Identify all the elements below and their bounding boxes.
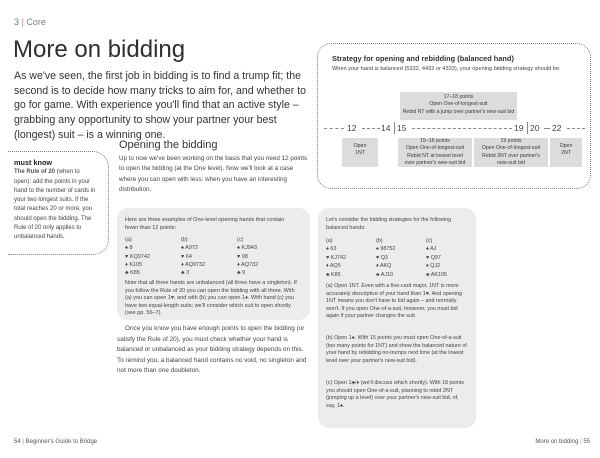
hand-label: (a) xyxy=(125,237,132,243)
hand-label: (b) xyxy=(181,237,188,243)
scale-label-22: 22 xyxy=(552,123,562,133)
must-know-heading: must know xyxy=(14,158,53,167)
cell-line: Open One-of-longest-suit xyxy=(481,145,541,152)
cell-line: 15–16 points xyxy=(420,138,450,144)
cell-line: over partner's new-suit bid xyxy=(404,160,466,167)
hand-line: ♠ 63 xyxy=(326,246,337,253)
separator: | xyxy=(21,17,24,27)
cell-open-1nt xyxy=(342,138,378,167)
scale-label-19: 19 xyxy=(514,123,524,133)
hand-line: ♠ A972 xyxy=(181,245,198,252)
hand-label: (a) xyxy=(326,238,333,244)
page-title: More on bidding xyxy=(13,36,186,63)
must-know-text: (when to open): add the points in your hand to the number of cards in your two longest suits. If the total reaches 20 or more, you should open the bidding. The Rule of 20 only applies to unbalanced hands. xyxy=(14,169,96,241)
scale-label-15: 15 xyxy=(397,123,407,133)
balanced-hands xyxy=(326,237,472,279)
hand-line: ♥ KQ9742 xyxy=(125,253,150,260)
scale-line xyxy=(362,128,380,129)
opening-body: Up to now we've been working on the basis that you need 12 points to open the bidding (at the One level). Now we'll look at a case where you can open with less: when you have an interesting distribution. xyxy=(119,155,308,193)
hand-line: ♥ Q97 xyxy=(426,254,441,261)
cell-line: 2NT xyxy=(561,150,571,157)
hand-label: (c) xyxy=(426,238,433,244)
separator: | xyxy=(22,439,24,445)
hand-line: ♠ 8 xyxy=(125,245,133,252)
cell-line: Rebid 3NT over partner's xyxy=(482,152,540,159)
cell-line: Rebid NT at lowest level xyxy=(407,152,463,159)
hand-line: ♣ AJ10 xyxy=(376,271,394,278)
hand-c xyxy=(426,237,472,279)
hand-line: ♠ KJ943 xyxy=(237,245,258,252)
scale-label-20: 20 xyxy=(530,123,540,133)
cell-line: Open One-of-longest-suit xyxy=(429,101,488,108)
chapter-name: Core xyxy=(26,17,46,27)
hand-line: ♣ 3 xyxy=(181,270,190,277)
example-hands xyxy=(125,236,293,277)
page-number-left: 54 xyxy=(14,439,21,445)
must-know-box xyxy=(8,151,109,255)
strategy-box xyxy=(317,43,591,189)
hand-line: ♥ KJ742 xyxy=(326,254,346,261)
hand-label: (c) xyxy=(237,237,244,243)
cell-line: new-suit bid xyxy=(497,160,525,167)
cell-19-points xyxy=(474,138,548,167)
hand-line: ♠ 98752 xyxy=(376,246,396,253)
scale-line xyxy=(567,128,585,129)
hand-line: ♥ 98 xyxy=(237,253,248,260)
cell-line: Open xyxy=(353,143,367,149)
hand-line: ♣ 9 xyxy=(237,270,246,277)
separator: | xyxy=(580,439,582,445)
hand-label: (b) xyxy=(376,238,383,244)
hand-b xyxy=(181,236,237,277)
cell-15-16-points xyxy=(398,138,472,167)
explanation-b: (b) Open 1♠. With 15 points you must open One-of-a-suit (too many points for 1NT) and show the balanced nature of your hand by rebidding no-trumps next time (at the lowest level over your partner's new-suit bid). xyxy=(326,335,467,364)
intro-paragraph: As we've seen, the first job in bidding is to find a trump fit; the second is to decide how many tricks to aim for, and whether to go for game. With experience you'll find that an active style – grabbing any opportunity to show your partner your best (longest) suit – is a winning one. xyxy=(14,70,307,141)
scale-tick xyxy=(394,122,395,134)
hand-a xyxy=(326,237,376,279)
cell-line: 19 points xyxy=(500,138,522,144)
cell-17-18-points xyxy=(400,92,517,120)
footer-right xyxy=(535,439,590,445)
scale-line xyxy=(544,128,550,129)
hand-b xyxy=(376,237,426,279)
hand-line: ♣ K85 xyxy=(326,271,341,278)
hand-line: ♦ QJ2 xyxy=(426,263,441,270)
cell-open-2nt xyxy=(550,138,582,167)
page-number-right: 55 xyxy=(583,439,590,445)
strategy-heading: Strategy for opening and rebidding (balanced hand) xyxy=(332,54,514,63)
balanced-reminder-paragraph: Once you know you have enough points to open the bidding (or satisfy the Rule of 20), you must check whether your hand is balanced or unbalanced as your bidding strategy depends on this. To remind you, a balanced hand contains no void, no singleton and not more than one doubleton. xyxy=(117,325,307,375)
cell-line: Rebid NT with a jump over partner's new-suit bid xyxy=(402,108,515,115)
opening-heading: Opening the bidding xyxy=(119,139,218,151)
hand-line: ♦ AQ732 xyxy=(237,261,259,268)
scale-line xyxy=(412,128,512,129)
hand-line: ♠ AJ xyxy=(426,246,437,253)
scale-tick xyxy=(527,122,528,134)
section-name: More on bidding xyxy=(535,439,579,445)
hand-line: ♦ AQ5 xyxy=(326,263,341,270)
hand-line: ♦ K105 xyxy=(125,261,143,268)
hand-line: ♣ K85 xyxy=(125,270,140,277)
balanced-hands-box xyxy=(318,208,476,428)
cell-line: Open xyxy=(559,143,573,149)
hand-line: ♦ AKQ xyxy=(376,263,392,270)
cell-line: 17–18 points xyxy=(443,94,474,100)
strategy-subtitle: When your hand is balanced (5332, 4432 or 4333), your opening bidding strategy should be: xyxy=(332,66,561,72)
balanced-intro: Let's consider the bidding strategies for the following balanced hands: xyxy=(326,217,452,232)
book-title: Beginner's Guide to Bridge xyxy=(25,439,98,445)
scale-line xyxy=(324,128,344,129)
hand-line: ♥ Q3 xyxy=(376,254,388,261)
examples-intro: Here are three examples of One-level opening hands that contain fewer than 12 points: xyxy=(125,217,285,232)
examples-note: Note that all three hands are unbalanced (all three have a singleton). If you follow the Rule of 20 you can open the bidding with all three. With (a) you can open 1♥, and with (b) you can open 1♦. With hand (c) you have two equal-length suits; we'll consider which suit to open shortly (see pp. 56–7). xyxy=(125,280,297,317)
scale-label-14: 14 xyxy=(381,123,391,133)
hand-c xyxy=(237,236,293,277)
hand-line: ♦ AQ9732 xyxy=(181,261,206,268)
examples-box xyxy=(117,208,310,320)
scale-label-12: 12 xyxy=(347,123,357,133)
hand-a xyxy=(125,236,181,277)
rule-of-20-label: The Rule of 20 xyxy=(14,169,56,176)
footer-left xyxy=(14,439,97,445)
hand-line: ♥ 64 xyxy=(181,253,192,260)
cell-line: 1NT xyxy=(355,150,365,157)
chapter-number: 3 xyxy=(14,17,20,27)
cell-line: Open One-of-longest-suit xyxy=(405,145,465,152)
chapter-label xyxy=(14,17,46,27)
explanation-a: (a) Open 1NT. Even with a five-card major, 1NT is more accurately descriptive of your hand than 1♥. And opening 1NT means you don't have to bid again – and normally won't. If you open One-of-a-suit, however, you must bid again if your partner changes the suit. xyxy=(326,283,462,319)
hand-line: ♣ AK105 xyxy=(426,271,447,278)
explanation-c: (c) Open 1♣/♦ (we'll discuss which shortly). With 18 points you should open One-of-a-suit, planning to rebid 2NT (jumping up a level) over your partner's new-suit bid, of, say, 1♠. xyxy=(326,380,464,409)
